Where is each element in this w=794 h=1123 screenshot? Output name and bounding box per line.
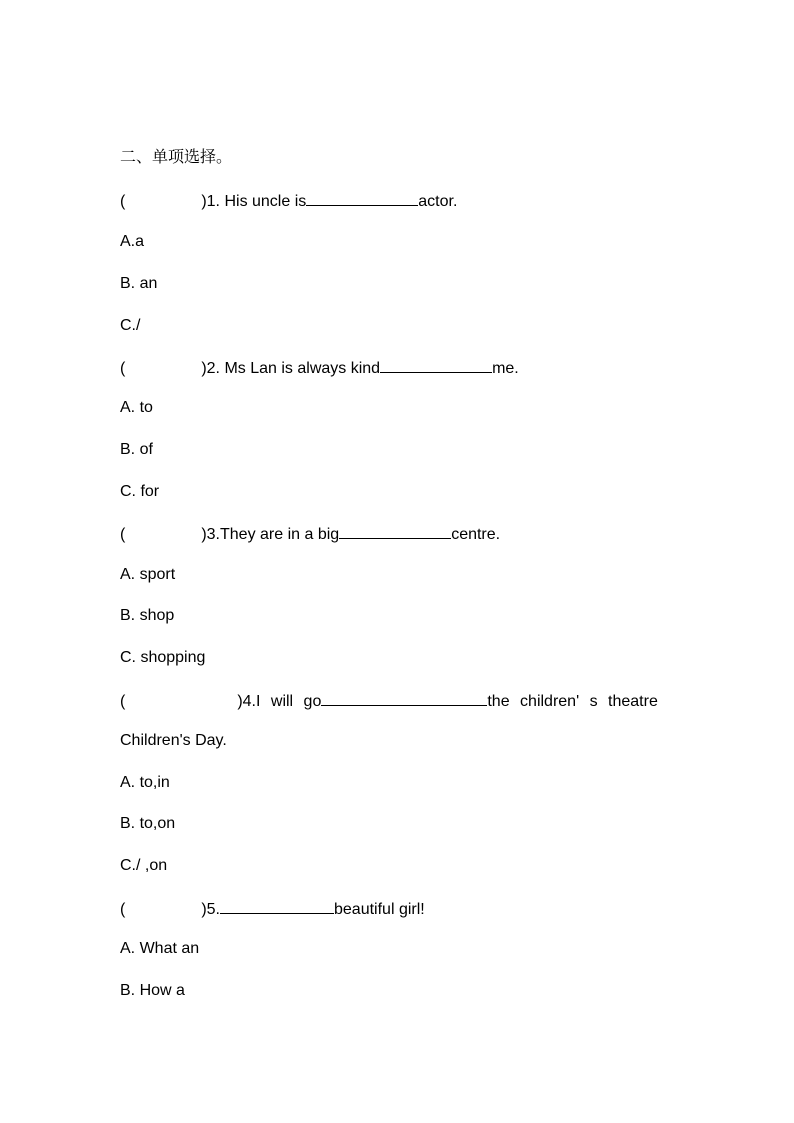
question-text-after: actor. (418, 193, 458, 210)
question-text-after: me. (492, 360, 519, 377)
question-number: 4. (242, 693, 256, 710)
question-text-after: the children' s theatre (487, 693, 658, 710)
fill-blank[interactable] (339, 523, 451, 539)
question-number: 3. (206, 526, 220, 543)
question-number: 2. (206, 360, 220, 377)
question-text-before: I will go (256, 693, 322, 710)
question-text-after: beautiful girl! (334, 901, 425, 918)
question-4 (120, 690, 658, 710)
option-3a: A. sport (120, 566, 176, 583)
fill-blank[interactable] (220, 898, 334, 914)
option-5b: B. How a (120, 982, 185, 999)
question-number: 5. (206, 901, 220, 918)
section-title: 二、单项选择。 (120, 149, 233, 166)
answer-paren-open: ( (120, 693, 126, 710)
answer-paren-open: ( (120, 360, 126, 377)
option-1a: A.a (120, 233, 145, 250)
question-number: 1. (206, 193, 220, 210)
answer-paren-open: ( (120, 526, 126, 543)
option-1b: B. an (120, 275, 158, 292)
option-2a: A. to (120, 399, 153, 416)
question-text-before: Ms Lan is always kind (224, 360, 381, 377)
answer-paren-close: ) (237, 693, 243, 710)
option-5a: A. What an (120, 940, 200, 957)
question-4-continuation: Children's Day. (120, 732, 227, 749)
question-text-after: centre. (451, 526, 501, 543)
answer-paren-open: ( (120, 193, 126, 210)
answer-paren-close: ) (201, 193, 207, 210)
question-text-before: His uncle is (224, 193, 307, 210)
question-1 (120, 190, 457, 210)
option-2c: C. for (120, 483, 160, 500)
answer-paren-open: ( (120, 901, 126, 918)
fill-blank[interactable] (306, 190, 418, 206)
option-3c: C. shopping (120, 649, 206, 666)
fill-blank[interactable] (380, 357, 492, 373)
option-4a: A. to,in (120, 774, 170, 791)
answer-paren-close: ) (201, 360, 207, 377)
question-5 (120, 898, 425, 918)
option-3b: B. shop (120, 607, 175, 624)
question-3 (120, 523, 500, 543)
option-2b: B. of (120, 441, 153, 458)
option-4c: C./ ,on (120, 857, 168, 874)
option-1c: C./ (120, 317, 141, 334)
answer-paren-close: ) (201, 901, 207, 918)
option-4b: B. to,on (120, 815, 176, 832)
fill-blank[interactable] (321, 690, 487, 706)
question-text-before: They are in a big (220, 526, 340, 543)
answer-paren-close: ) (201, 526, 207, 543)
question-2 (120, 357, 519, 377)
